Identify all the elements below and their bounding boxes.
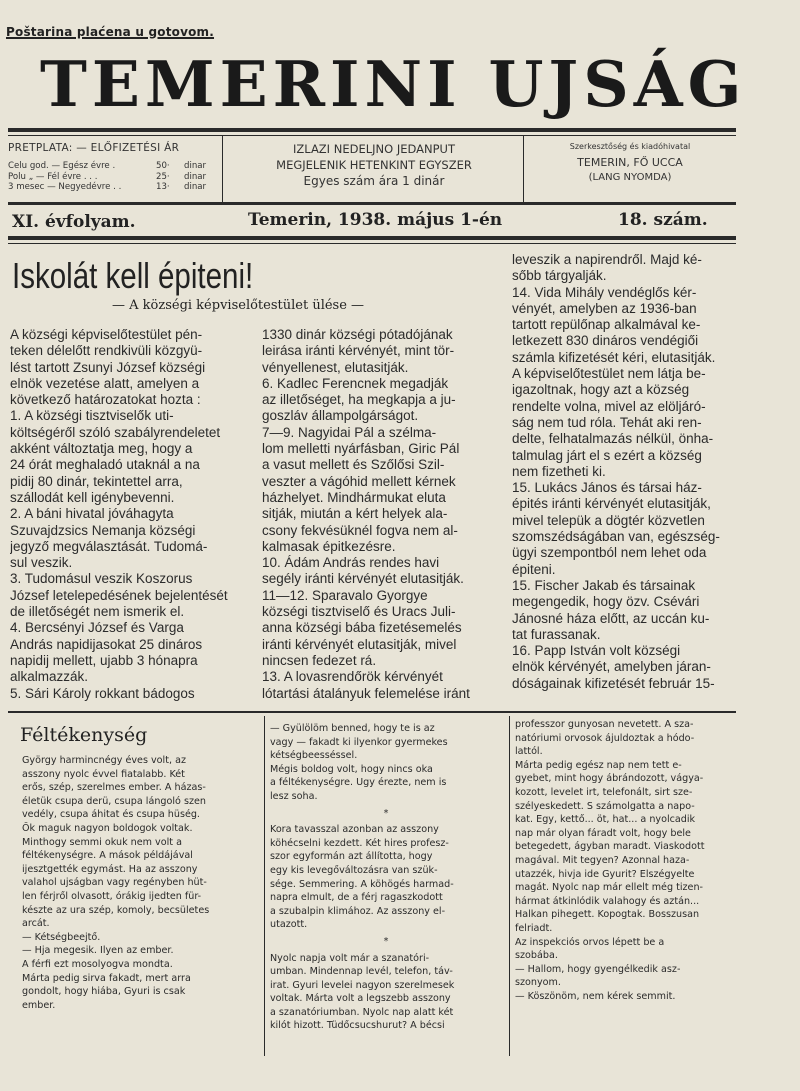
article-line: 16. Papp István volt községi [512, 643, 681, 659]
story-line: — Köszönöm, nem kérek semmit. [515, 990, 676, 1002]
story-line: len férjről olvasott, órákig ijedten für- [22, 890, 202, 902]
article-line: nem fizetheti ki. [512, 463, 606, 479]
story-line: betegedett, ágyban maradt. Viaskodott [515, 841, 705, 853]
story-line: gyebet, mint hogy ábrándozott, vágya- [515, 773, 704, 785]
story-column-divider-2 [509, 716, 510, 1056]
article-line: veszter a vágóhid mellett kérnek [262, 473, 456, 489]
subscription-box [8, 142, 220, 193]
article-line: iránti kérvényét elutasitják, mivel [262, 636, 457, 652]
story-line: Ők maguk nagyon boldogok voltak. [22, 822, 193, 834]
issue-place-date: Temerin, 1938. május 1-én [248, 210, 503, 230]
story-line: natóriumi orvosok ájuldoztak a hódo- [515, 732, 695, 744]
article-line: 24 órát meghaladó utaknál a na [10, 457, 200, 473]
story-line: Márta pedig egész nap nem tett e- [515, 759, 682, 771]
article-line: szállodát kell igénybevenni. [10, 489, 175, 505]
section-separator: * [383, 807, 389, 819]
story-line: Az inspekciós orvos lépett be a [515, 936, 665, 948]
subscription-row [8, 161, 220, 172]
story-line: szor egyformán azt állította, hogy [270, 851, 433, 863]
story-line: szonyom. [515, 977, 561, 989]
article-line: sul veszik. [10, 555, 73, 571]
story-line: gondolt, hogy hiába, Gyuri is csak [22, 986, 186, 998]
story-line: irat. Gyuri levelei nagyon szerelmesek [270, 979, 455, 991]
story-title: Féltékenység [20, 724, 148, 746]
story-line: készte az ura szép, komoly, becsületes [22, 904, 210, 916]
article-line: 13. A lovasrendőrök kérvényét [262, 669, 443, 685]
article-line: mivel telepük a dögtér közvetlen [512, 512, 705, 528]
subscription-period: 3 mesec — Negyedévre . . [8, 182, 122, 192]
story-line: kilót hizott. Tüdőcsucshurut? A bécsi [270, 1020, 445, 1032]
article-line: 6. Kadlec Ferencnek megadják [262, 375, 449, 391]
article-line: pidij 80 dinár, tekintettel arra, [10, 473, 183, 489]
rule-top [8, 128, 736, 132]
article-column-2 [262, 327, 502, 702]
story-line: A férfi ezt mosolyogva mondta. [22, 958, 173, 970]
rule-info-v1 [222, 135, 223, 202]
article-line: 10. Ádám András rendes havi [262, 555, 440, 571]
postal-note: Poštarina plaćena u gotovom. [6, 25, 215, 39]
article-line: 11—12. Sparavalo Gyorgye [262, 587, 428, 603]
article-line: segély iránti kérvényét elutasitják. [262, 571, 464, 587]
story-line: arcát. [22, 918, 50, 930]
story-line: asszony nyolc évvel fiatalabb. Két [22, 768, 185, 780]
story-line: ijesztgették egymást. Ha az asszony [22, 863, 198, 875]
story-column-1 [22, 754, 258, 1012]
article-line: vényét, amelyben az 1936-ban [512, 300, 697, 316]
article-column-1 [10, 327, 250, 702]
article-line: ügyi szempontból nem lehet oda [512, 545, 707, 561]
issue-price: Egyes szám ára 1 dinár [303, 174, 445, 188]
rule-top-thin [8, 135, 736, 136]
story-line: utazzék, hivja ide Gyurit? Elszégyelte [515, 868, 695, 880]
article-line: 15. Fischer Jakab és társainak [512, 577, 696, 593]
article-line: 7—9. Nagyidai Pál a szélma- [262, 424, 437, 440]
article-line: András napidijasokat 25 dináros [10, 636, 203, 652]
story-line: kat. Egy, kettő... öt, hat... a nyolcadik [515, 814, 696, 826]
article-headline: Iskolát kell épiteni! [12, 255, 254, 296]
article-line: sőbb tárgyalják. [512, 268, 607, 284]
story-line: — Gyülölöm benned, hogy te is az [270, 723, 435, 734]
story-line: Márta pedig sirva fakadt, mert arra [22, 972, 191, 984]
article-line: a vasut mellett és Szőlősi Szil- [262, 457, 445, 473]
story-line: vagy — fakadt ki ilyenkor gyermekes [270, 736, 448, 748]
article-line: 14. Vida Mihály vendéglős kér- [512, 284, 697, 300]
article-line: alkalmazzák. [10, 669, 89, 685]
article-line: leirása iránti kérvényét, mint tör- [262, 343, 455, 359]
editorial-office-printer: (LANG NYOMDA) [588, 172, 672, 183]
article-line: Jánosné háza előtt, az uccán ku- [512, 610, 710, 626]
subscription-row [8, 182, 220, 193]
article-line: szomszédságában van, egészség- [512, 529, 720, 545]
article-line: házhelyet. Mindhármukat eluta [262, 489, 446, 505]
article-line: igazoltnak, hogy azt a község [512, 382, 690, 398]
article-column-3 [512, 252, 744, 692]
subscription-row [8, 172, 220, 183]
subscription-unit: dinar [184, 171, 207, 182]
article-line: 2. A báni hivatal jóváhagyta [10, 506, 174, 522]
article-line: 1330 dinár községi pótadójának [262, 327, 453, 342]
story-line: sége. Semmering. A köhögés harmad- [270, 878, 454, 890]
story-line: professzor gunyosan nevetett. A sza- [515, 719, 694, 730]
story-line: Minthogy semmi okuk nem volt a [22, 836, 182, 848]
rule-info-v2 [523, 135, 524, 202]
article-line: tartott repülőnap alkalmával ke- [512, 317, 701, 333]
article-line: megengedik, hogy özv. Csévári [512, 594, 700, 610]
story-line: Nyolc napja volt már a szanatóri- [270, 952, 430, 964]
article-line: dóságainak kifizetését február 15- [512, 675, 715, 691]
story-line: köhécselni kezdett. Két hires profesz- [270, 837, 449, 849]
article-line: talmulag járt el s ezért a község [512, 447, 702, 463]
story-line: kozott, levelet irt, telefonált, sirt sze- [515, 786, 693, 798]
story-line: utazott. [270, 919, 308, 931]
article-line: goszláv állampolgárságot. [262, 408, 419, 424]
story-line: valahol ujságban vagy regényben hüt- [22, 877, 207, 889]
article-line: 3. Tudomásul veszik Koszorus [10, 571, 193, 587]
story-line: nap már olyan fáradt volt, hogy bele [515, 827, 691, 839]
publication-frequency-sr: IZLAZI NEDELJNO JEDANPUT [293, 142, 455, 156]
article-line: rendelte volna, mivel az elöljáró- [512, 398, 706, 414]
story-line: umban. Mindennap levél, telefon, táv- [270, 966, 453, 978]
article-line: leveszik a napirendről. Majd ké- [512, 252, 702, 267]
article-line: anna községi bába fizetésemelés [262, 620, 462, 636]
article-line: lom melletti nyárfásban, Giric Pál [262, 441, 460, 457]
story-line: felriadt. [515, 922, 553, 934]
rule-story-top [8, 711, 736, 713]
masthead-title: TEMERINI UJSÁG [40, 47, 747, 121]
article-line: csony fekvésüknél fogva nem al- [262, 522, 458, 538]
article-line: elnök vezetése alatt, amelyen a [10, 375, 200, 391]
subscription-price: 13· [156, 182, 170, 192]
story-line: a szubalpin klimához. Az asszony el- [270, 905, 446, 917]
story-column-2 [270, 722, 502, 1033]
article-subhead: — A községi képviselőtestület ülése — [112, 298, 365, 313]
story-line: — Hja megesik. Ilyen az ember. [22, 945, 174, 957]
subscription-unit: dinar [184, 182, 207, 192]
article-line: nincsen fedezet rá. [262, 652, 377, 668]
subscription-heading: PRETPLATA: — ELŐFIZETÉSI ÁR [8, 142, 180, 154]
article-line: költségéről szóló szabályrendeletet [10, 424, 221, 440]
article-line: teken délelőtt rendkivüli közgyü- [10, 343, 203, 359]
story-line: Mégis boldog volt, hogy nincs oka [270, 763, 433, 775]
story-line: kétségbeesséssel. [270, 750, 358, 762]
article-line: letkezett 830 dináros vendégiői [512, 333, 699, 349]
article-line: Szuvajdzsics Nemanja községi [10, 522, 196, 538]
story-line: szélyeskedett. S számolgatta a napo- [515, 800, 695, 812]
story-line: hármat átkinlódik valahogy és aztán... [515, 895, 700, 907]
story-line: György harmincnégy éves volt, az [22, 755, 186, 766]
subscription-period: Polu „ — Fél évre . . . [8, 171, 98, 182]
article-line: A községi képviselőtestület pén- [10, 327, 203, 342]
story-column-divider-1 [264, 716, 265, 1056]
story-line: — Hallom, hogy gyengélkedik asz- [515, 963, 681, 975]
subscription-unit: dinar [184, 161, 207, 171]
story-line: vedély, csupa áhitat és csupa hüség. [22, 809, 200, 821]
story-line: egy kis levegőváltozásra van szük- [270, 864, 438, 876]
story-line: a szanatóriumban. Nyolc nap alatt két [270, 1006, 454, 1018]
rule-date-bottom-thin [8, 243, 736, 244]
story-line: Kora tavasszal azonban az asszony [270, 824, 439, 836]
rule-date-bottom [8, 236, 736, 240]
article-line: épiteni. [512, 561, 556, 577]
article-line: az illetőséget, ha megkapja a ju- [262, 392, 456, 408]
editorial-office [530, 142, 730, 183]
article-line: 15. Lukács János és társai ház- [512, 480, 702, 496]
story-column-3 [515, 718, 751, 1003]
subscription-price: 25· [156, 171, 170, 182]
article-line: József letelepedésének bejelentését [10, 587, 228, 603]
story-line: a féltékenységre. Ugy érezte, nem is [270, 777, 447, 789]
rule-info-bottom [8, 202, 736, 205]
subscription-price: 50· [156, 161, 170, 171]
article-line: 1. A községi tisztviselők uti- [10, 408, 174, 424]
article-line: elnök kérvényét, amelyben járan- [512, 659, 711, 675]
article-line: számla kifizetését kéri, elutasitják. [512, 349, 716, 365]
article-line: vényellenest, elutasitják. [262, 359, 409, 375]
publication-frequency-hu: MEGJELENIK HETENKINT EGYSZER [276, 158, 472, 172]
issue-volume: XI. évfolyam. [12, 212, 136, 232]
article-line: kalmasak épitkezésre. [262, 538, 396, 554]
story-line: lesz soha. [270, 790, 318, 802]
article-line: 4. Bercsényi József és Varga [10, 620, 184, 636]
issue-number: 18. szám. [618, 210, 708, 230]
story-line: lattól. [515, 746, 543, 758]
article-line: de illetőségét nem ismerik el. [10, 604, 185, 620]
story-line: napra elmult, de a férj ragaszkodott [270, 892, 443, 904]
article-line: sitják, miután a kért helyek ala- [262, 506, 448, 522]
article-line: napidij mellett, ujabb 3 hónapra [10, 652, 198, 668]
subscription-period: Celu god. — Egész évre . [8, 161, 116, 171]
article-line: ság nem tud róla. Tehát aki ren- [512, 414, 702, 430]
article-line: A képviselőtestület nem látja be- [512, 366, 706, 382]
article-line: lést tartott Zsunyi József községi [10, 359, 206, 375]
publication-info [232, 142, 516, 188]
story-line: — Kétségbeejtő. [22, 931, 101, 943]
article-line: lótartási átalányuk felemelése iránt [262, 685, 470, 701]
story-line: féltékenységre. A mások példájával [22, 850, 193, 862]
story-line: erős, szép, szerelmes ember. A házas- [22, 782, 206, 794]
article-line: 5. Sári Károly rokkant bádogos [10, 685, 195, 701]
story-line: ember. [22, 999, 56, 1011]
article-line: akként változtatja meg, hogy a [10, 441, 193, 457]
article-line: épités iránti kérvényét elutasitják, [512, 496, 711, 512]
story-line: magával. Mit tegyen? Azonnal haza- [515, 854, 690, 866]
article-line: községi tisztviselő és Uracs Juli- [262, 604, 456, 620]
story-line: szobába. [515, 950, 558, 962]
story-line: életük csupa derü, csupa lángoló szen [22, 795, 206, 807]
editorial-office-address: TEMERIN, FŐ UCCA [577, 156, 683, 169]
article-line: delte, felhatalmazás nélkül, önha- [512, 431, 714, 447]
story-line: voltak. Márta volt a legszebb asszony [270, 993, 451, 1005]
editorial-office-label: Szerkesztőség és kiadóhivatal [569, 142, 691, 151]
article-line: jegyző megválasztását. Tudomá- [10, 538, 208, 554]
story-line: Halkan pihegett. Kopogtak. Bosszusan [515, 909, 700, 921]
article-line: következő határozatokat hozta : [10, 392, 201, 408]
article-line: tat furassanak. [512, 626, 601, 642]
section-separator: * [383, 935, 389, 947]
story-line: magát. Nyolc nap már ellelt még tizen- [515, 882, 703, 894]
